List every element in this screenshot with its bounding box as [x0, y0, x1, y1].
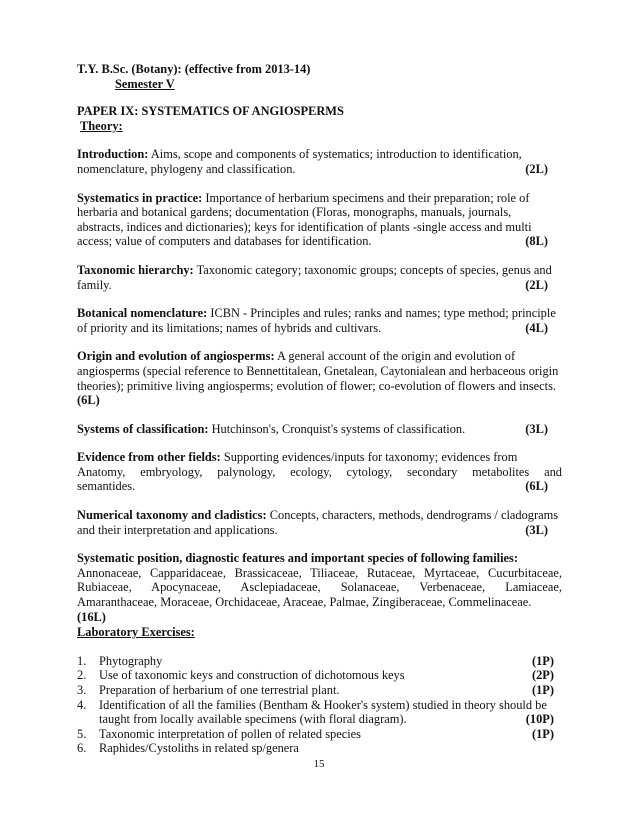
- lab-exercise-item: [77, 727, 562, 742]
- section-heading: Origin and evolution of angiosperms:: [77, 349, 275, 364]
- section-marks: (6L): [77, 393, 100, 408]
- section-text: A general account of the origin and evolution of: [277, 349, 516, 364]
- families-list-line: Amaranthaceae, Moraceae, Orchidaceae, Araceae, Palmae, Zingiberaceae, Commelinaceae.: [77, 595, 532, 610]
- section-text: Importance of herbarium specimens and their preparation; role of: [205, 190, 530, 205]
- section-text: and their interpretation and applications.: [77, 522, 278, 537]
- section-numerical-taxonomy: [77, 508, 562, 537]
- section-marks: (3L): [525, 522, 548, 537]
- item-number: 4.: [77, 697, 87, 712]
- section-text: Taxonomic category; taxonomic groups; concepts of species, genus and: [196, 262, 552, 277]
- section-evidence-other-fields: [77, 450, 562, 494]
- section-text: nomenclature, phylogeny and classification.: [77, 161, 296, 176]
- section-heading: Taxonomic hierarchy:: [77, 262, 194, 277]
- section-heading: Systems of classification:: [77, 421, 209, 436]
- section-text: semantides.: [77, 479, 136, 494]
- item-text: Use of taxonomic keys and construction of dichotomous keys: [99, 668, 405, 683]
- families-heading: Systematic position, diagnostic features and important species of following families:: [77, 551, 518, 566]
- item-number: 3.: [77, 683, 87, 697]
- lab-heading: Laboratory Exercises:: [77, 625, 195, 640]
- section-text: Supporting evidences/inputs for taxonomy; evidences from: [223, 450, 518, 465]
- section-marks: (2L): [525, 161, 548, 176]
- families-list-line: Rubiaceae, Apocynaceae, Asclepiadaceae, Solanaceae, Verbenaceae, Lamiaceae,: [77, 580, 562, 595]
- item-number: 1.: [77, 653, 87, 668]
- item-marks: (1P): [531, 726, 554, 741]
- section-text: angiosperms (special reference to Bennettitalean, Gnetalean, Caytonialean and herbaceous origin: [77, 363, 559, 378]
- section-marks: (6L): [525, 479, 548, 494]
- section-text: theories); primitive living angiosperms; evolution of flower; co-evolution of flowers and insects.: [77, 378, 556, 393]
- item-marks: (1P): [531, 653, 554, 668]
- course-title: T.Y. B.Sc. (Botany): (effective from 2013-14): [77, 62, 311, 76]
- section-heading: Systematics in practice:: [77, 190, 203, 205]
- section-introduction: [77, 147, 562, 176]
- item-marks: (2P): [531, 668, 554, 683]
- lab-exercise-list: [77, 654, 562, 756]
- section-text: access; value of computers and databases for identification.: [77, 234, 372, 249]
- lab-exercise-item: [77, 741, 562, 756]
- section-text: Anatomy, embryology, palynology, ecology, cytology, secondary metabolites and: [77, 464, 562, 479]
- section-text: Hutchinson's, Cronquist's systems of classification.: [211, 421, 466, 436]
- section-text: ICBN - Principles and rules; ranks and names; type method; principle: [210, 306, 556, 321]
- item-text: Taxonomic interpretation of pollen of related species: [99, 726, 361, 741]
- section-text: Concepts, characters, methods, dendrograms / cladograms: [269, 508, 559, 523]
- section-systems-of-classification: [77, 422, 562, 437]
- section-text: of priority and its limitations; names of hybrids and cultivars.: [77, 320, 382, 335]
- section-taxonomic-hierarchy: [77, 263, 562, 292]
- section-marks: (8L): [525, 234, 548, 249]
- item-number: 6.: [77, 741, 87, 756]
- section-origin-evolution: [77, 349, 562, 407]
- section-marks: (3L): [525, 421, 548, 436]
- section-systematics-in-practice: [77, 191, 562, 249]
- section-text: Aims, scope and components of systematics; introduction to identification,: [150, 147, 522, 162]
- item-text: Phytography: [99, 653, 163, 668]
- section-families: [77, 551, 562, 624]
- lab-exercise-item: [77, 683, 562, 698]
- lab-exercise-item: [77, 668, 562, 683]
- lab-exercise-item: [77, 654, 562, 669]
- section-text: family.: [77, 277, 112, 292]
- section-botanical-nomenclature: [77, 306, 562, 335]
- semester-title: Semester V: [115, 76, 175, 91]
- section-heading: Numerical taxonomy and cladistics:: [77, 508, 267, 523]
- section-heading: Botanical nomenclature:: [77, 306, 208, 321]
- syllabus-content: [77, 62, 562, 756]
- item-number: 5.: [77, 726, 87, 741]
- theory-heading: Theory:: [80, 118, 123, 133]
- section-heading: Introduction:: [77, 147, 149, 162]
- paper-title: PAPER IX: SYSTEMATICS OF ANGIOSPERMS: [77, 104, 344, 119]
- item-text: Preparation of herbarium of one terrestrial plant.: [99, 683, 340, 697]
- section-marks: (2L): [525, 277, 548, 292]
- item-marks: (10P): [525, 712, 554, 727]
- page-number: 15: [313, 758, 325, 770]
- item-marks: (1P): [531, 683, 554, 697]
- section-text: herbaria and botanical gardens; documentation (Floras, monographs, manuals, journals,: [77, 205, 512, 220]
- section-text: abstracts, indices and dictionaries); keys for identification of plants -single access and multi: [77, 219, 532, 234]
- item-text-continued: taught from locally available specimens (with floral diagram).: [99, 712, 407, 727]
- section-marks: (4L): [525, 320, 548, 335]
- families-marks: (16L): [77, 609, 106, 624]
- families-list-line: Annonaceae, Capparidaceae, Brassicaceae, Tiliaceae, Rutaceae, Myrtaceae, Cucurbitaceae,: [77, 565, 562, 580]
- item-text: Identification of all the families (Bentham & Hooker's system) studied in theory should be: [99, 697, 547, 712]
- item-number: 2.: [77, 668, 87, 683]
- section-heading: Evidence from other fields:: [77, 450, 221, 465]
- lab-exercise-item: [77, 698, 562, 727]
- item-text: Raphides/Cystoliths in related sp/genera: [99, 741, 299, 756]
